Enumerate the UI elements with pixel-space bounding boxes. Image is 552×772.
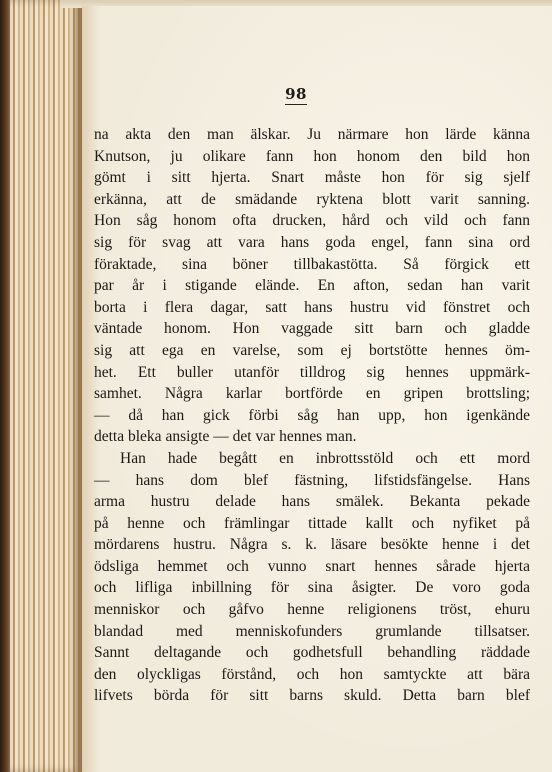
text-line: mördarens hustru. Några s. k. läsare besökte henne i det	[94, 536, 530, 554]
text-line: — hans dom blef fästning, lifstidsfängelse. Hans	[94, 471, 530, 489]
text-line: Han hade begått en inbrottsstöld och ett mord	[120, 449, 530, 467]
text-line: den olyckligas förstånd, och hon samtyckte att bära	[94, 665, 530, 683]
text-line: menniskor och gåfvo henne religionens tröst, ehuru	[94, 601, 530, 619]
body-text	[94, 124, 530, 707]
page-number-text: 98	[285, 85, 307, 103]
text-line: och lifliga inbillning för sina åsigter. De voro goda	[94, 579, 530, 597]
text-line: Sannt deltagande och godhetsfull behandling räddade	[94, 644, 530, 662]
text-line: föraktade, sina böner tillbakastötta. Så förgick ett	[94, 255, 530, 273]
text-line: blandad med menniskofunders grumlande tillsatser.	[94, 622, 530, 640]
text-line: Hon såg honom ofta drucken, hård och vild och fann	[94, 212, 530, 230]
text-line: — då han gick förbi såg han upp, hon igenkände	[94, 406, 530, 424]
text-line: sig för svag att vara hans goda engel, fann sina ord	[94, 233, 530, 251]
text-line: detta bleka ansigte — det var hennes man.	[94, 428, 357, 446]
book-gutter	[0, 0, 10, 772]
text-line: na akta den man älskar. Ju närmare hon lärde känna	[94, 126, 530, 143]
text-line: het. Ett buller utanför tilldrog sig hennes uppmärk-	[94, 363, 530, 381]
text-line: gömt i sitt hjerta. Snart måste hon för sig sjelf	[94, 169, 530, 187]
text-line: ödsliga hemmet och vunno snart hennes sårade hjerta	[94, 557, 530, 575]
text-line: lifvets börda för sitt barns skuld. Detta barn blef	[94, 687, 530, 705]
edge-shadow	[74, 0, 82, 772]
page-number-rule	[285, 104, 307, 105]
text-line: borta i flera dagar, satt hans hustru vid fönstret och	[94, 298, 530, 316]
text-line: väntade honom. Hon vaggade sitt barn och gladde	[94, 320, 530, 338]
page-edges	[10, 0, 82, 772]
text-line: samhet. Några karlar bortförde en gripen brottsling;	[94, 385, 530, 403]
text-line: sig att ega en varelse, som ej bortstötte hennes öm-	[94, 341, 530, 359]
text-line: Knutson, ju olikare fann hon honom den bild hon	[94, 147, 530, 165]
text-line: arma hustru delade hans smälek. Bekanta pekade	[94, 493, 530, 511]
text-line: på henne och främlingar tittade kallt och nyfiket på	[94, 514, 530, 532]
text-line: par år i stigande elände. En afton, sedan han varit	[94, 277, 530, 295]
page-number	[0, 85, 552, 105]
text-line: erkänna, att de smädande ryktena blott varit sanning.	[94, 190, 530, 208]
